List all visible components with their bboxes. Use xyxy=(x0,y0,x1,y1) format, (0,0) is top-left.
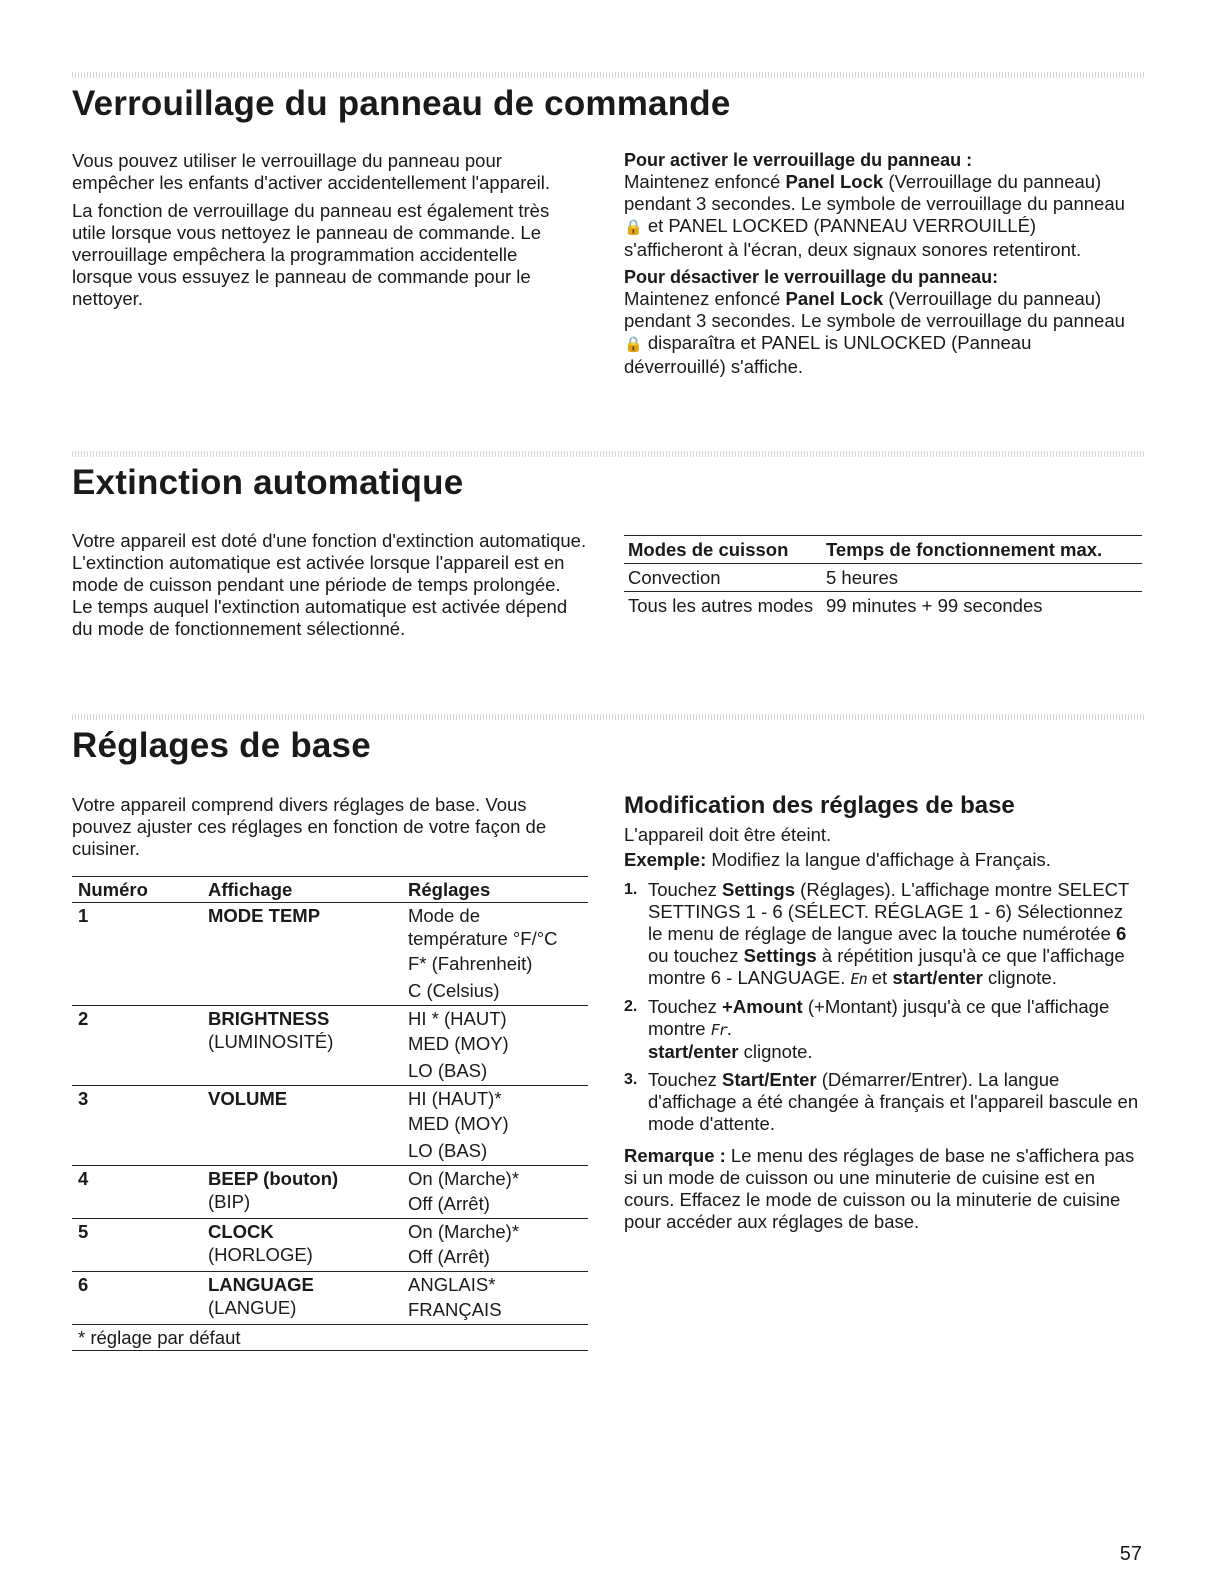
paragraph: Le temps auquel l'extinction automatique est activée dépend du mode de fonctionnement sélectionné. xyxy=(72,596,568,639)
panel-lock-instructions xyxy=(624,150,1134,378)
section-rule xyxy=(72,451,1144,457)
activate-text: Maintenez enfoncé Panel Lock (Verrouillage du panneau) pendant 3 secondes. Le symbole de verrouillage du panneau 🔒 et PANEL LOCKED (PANNEAU VERROUILLÉ) s'afficheront à l'écran, deux signaux sonores retentiront. xyxy=(624,171,1125,260)
paragraph: Votre appareil comprend divers réglages de base. Vous pouvez ajuster ces réglages en fonction de votre façon de cuisiner. xyxy=(72,794,547,859)
setting-value: On (Marche)* xyxy=(408,1221,520,1242)
paragraph: Votre appareil est doté d'une fonction d'extinction automatique. L'extinction automatique est activée lorsque l'appareil est en mode de cuisson pendant une période de temps prolongée. xyxy=(72,530,587,595)
setting-value: ANGLAIS* xyxy=(408,1274,496,1295)
section-rule xyxy=(72,714,1144,720)
table-cell: Tous les autres modes xyxy=(628,595,814,616)
table-row xyxy=(72,1086,588,1166)
note: Remarque : Le menu des réglages de base ne s'affichera pas si un mode de cuisson ou une minuterie de cuisine est en cours. Effacez le mode de cuisson ou la minuterie de cuisine pour accéder aux réglages de base. xyxy=(624,1145,1135,1232)
display-cell: BRIGHTNESS (LUMINOSITÉ) xyxy=(202,1006,402,1086)
lock-icon: 🔒 xyxy=(624,336,643,353)
table-header: Affichage xyxy=(202,877,402,903)
display-cell: LANGUAGE (LANGUE) xyxy=(202,1272,402,1325)
segment-display-text: Fr xyxy=(710,1021,727,1039)
panel-lock-intro xyxy=(72,150,572,310)
setting-value: Off (Arrêt) xyxy=(408,1246,490,1267)
setting-value: HI * (HAUT) xyxy=(408,1008,507,1029)
section-rule xyxy=(72,72,1144,78)
section-title: Extinction automatique xyxy=(72,463,464,502)
list-item: 2. Touchez +Amount (+Montant) jusqu'à ce que l'affichage montre Fr. start/enter clignote. xyxy=(624,996,1110,1062)
setting-value: Mode de température °F/°C xyxy=(408,905,558,949)
deactivate-text: Maintenez enfoncé Panel Lock (Verrouillage du panneau) pendant 3 secondes. Le symbole de verrouillage du panneau 🔒 disparaîtra et PANEL is UNLOCKED (Panneau déverrouillé) s'affiche. xyxy=(624,288,1125,377)
table-header: Réglages xyxy=(402,877,588,903)
setting-value: FRANÇAIS xyxy=(408,1299,502,1320)
row-number: 5 xyxy=(72,1219,202,1272)
section-title: Verrouillage du panneau de commande xyxy=(72,84,731,123)
paragraph: L'appareil doit être éteint. xyxy=(624,824,832,845)
setting-value: F* (Fahrenheit) xyxy=(408,953,533,974)
table-header: Numéro xyxy=(72,877,202,903)
table-row xyxy=(72,903,588,1006)
table-header: Modes de cuisson xyxy=(624,536,822,564)
row-number: 6 xyxy=(72,1272,202,1325)
paragraph: Vous pouvez utiliser le verrouillage du panneau pour empêcher les enfants d'activer accidentellement l'appareil. xyxy=(72,150,551,193)
auto-off-table xyxy=(624,535,1142,619)
setting-value: C (Celsius) xyxy=(408,980,500,1001)
row-number: 1 xyxy=(72,903,202,1006)
table-row xyxy=(624,592,1142,620)
section-title: Réglages de base xyxy=(72,726,371,765)
table-row xyxy=(72,1272,588,1325)
row-number: 4 xyxy=(72,1166,202,1219)
display-cell: VOLUME xyxy=(202,1086,402,1166)
list-item: 1. Touchez Settings (Réglages). L'affichage montre SELECT SETTINGS 1 - 6 (SÉLECT. RÉGLAGE 1 - 6) Sélectionnez le menu de réglage de langue avec la touche numérotée 6 ou touchez Settings à répétition jusqu'à ce que l'affichage montre 6 - LANGUAGE. En et start/enter clignote. xyxy=(624,879,1129,988)
segment-display-text: En xyxy=(850,970,867,988)
setting-value: LO (BAS) xyxy=(408,1140,488,1161)
modification-column xyxy=(624,792,1140,1233)
list-item: 3. Touchez Start/Enter (Démarrer/Entrer). La langue d'affichage a été changée à français et l'appareil bascule en mode d'attente. xyxy=(624,1069,1139,1134)
example: Exemple: Modifiez la langue d'affichage à Français. xyxy=(624,849,1051,870)
steps-list xyxy=(624,879,1140,1135)
setting-value: MED (MOY) xyxy=(408,1033,509,1054)
display-cell: CLOCK (HORLOGE) xyxy=(202,1219,402,1272)
basic-settings-left xyxy=(72,794,588,1351)
table-row xyxy=(72,1166,588,1219)
setting-value: On (Marche)* xyxy=(408,1168,520,1189)
activate-label: Pour activer le verrouillage du panneau : xyxy=(624,150,973,170)
table-row xyxy=(624,564,1142,592)
values-cell xyxy=(402,903,588,1006)
values-cell xyxy=(402,1006,588,1086)
setting-value: MED (MOY) xyxy=(408,1113,509,1134)
setting-value: LO (BAS) xyxy=(408,1060,488,1081)
subsection-title: Modification des réglages de base xyxy=(624,792,1015,819)
values-cell xyxy=(402,1272,588,1325)
setting-value: Off (Arrêt) xyxy=(408,1193,490,1214)
table-footnote-row xyxy=(72,1325,588,1351)
values-cell xyxy=(402,1166,588,1219)
table-cell: 99 minutes + 99 secondes xyxy=(826,595,1043,616)
table-cell: Convection xyxy=(624,564,822,592)
lock-icon: 🔒 xyxy=(624,219,643,236)
table-row xyxy=(72,1006,588,1086)
table-row xyxy=(72,1219,588,1272)
deactivate-label: Pour désactiver le verrouillage du panneau: xyxy=(624,267,999,287)
row-number: 3 xyxy=(72,1086,202,1166)
table-cell: 5 heures xyxy=(822,564,1142,592)
setting-value: HI (HAUT)* xyxy=(408,1088,502,1109)
settings-table xyxy=(72,876,588,1351)
display-cell: MODE TEMP xyxy=(202,903,402,1006)
row-number: 2 xyxy=(72,1006,202,1086)
display-cell: BEEP (bouton) (BIP) xyxy=(202,1166,402,1219)
values-cell xyxy=(402,1086,588,1166)
table-header: Temps de fonctionnement max. xyxy=(822,536,1142,564)
page-number: 57 xyxy=(1119,1543,1142,1565)
paragraph: La fonction de verrouillage du panneau est également très utile lorsque vous nettoyez le panneau de commande. Le verrouillage empêchera la programmation accidentelle lorsque vous essuyez le panneau de commande pour le nettoyer. xyxy=(72,200,550,309)
footnote: * réglage par défaut xyxy=(72,1325,588,1351)
auto-off-text xyxy=(72,530,592,640)
values-cell xyxy=(402,1219,588,1272)
